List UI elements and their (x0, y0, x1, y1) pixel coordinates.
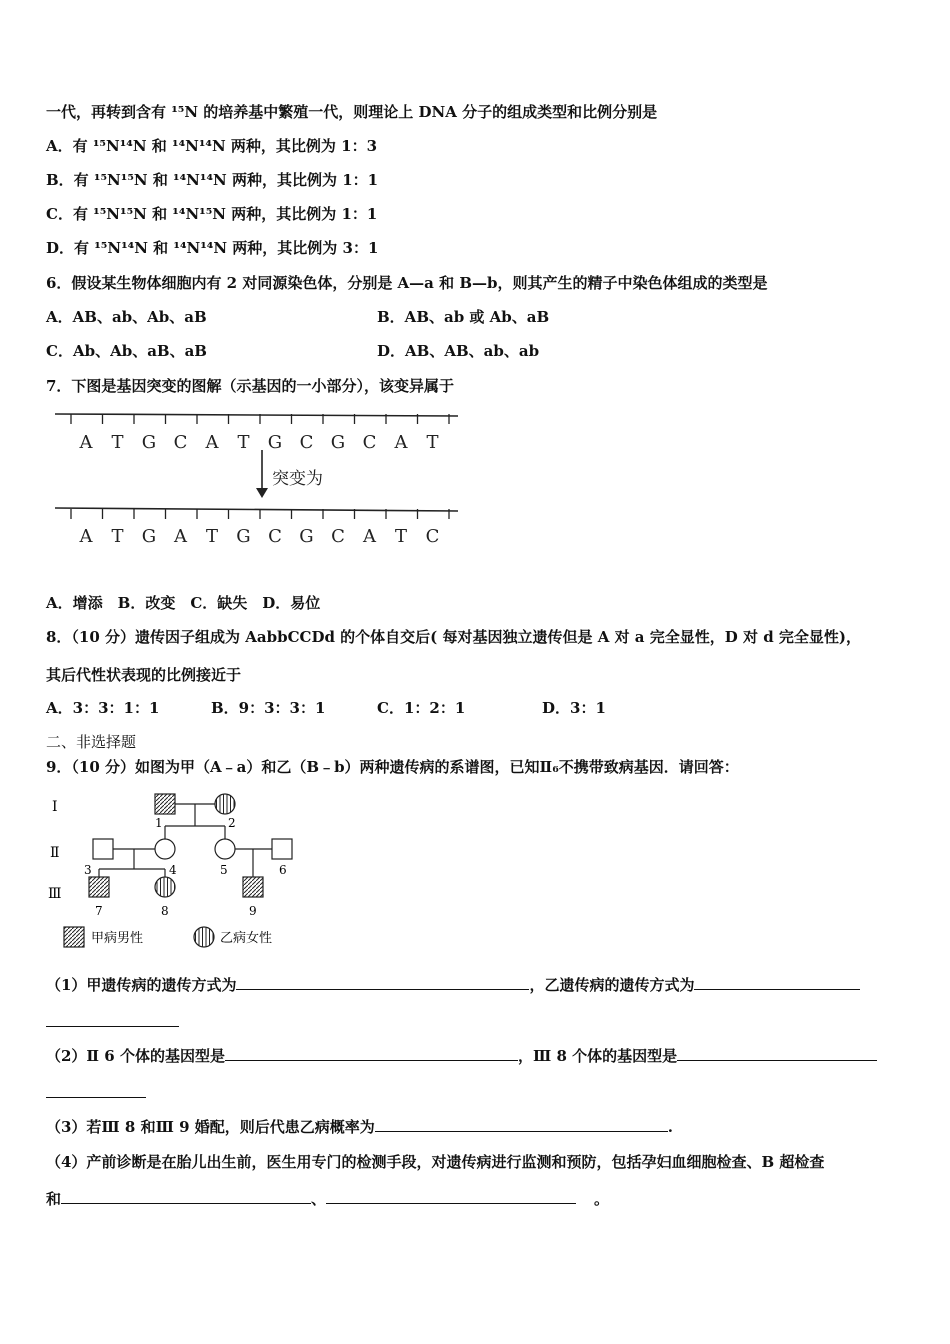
person-number-3: 3 (84, 863, 92, 877)
mutated-strand-base-9: C (331, 526, 345, 547)
mutated-strand-base-4: A (174, 526, 187, 547)
q8-stem-line1: 8．（10 分）遗传因子组成为 AabbCCDd 的个体自交后( 每对基因独立遗传但是 A 对 a 完全显性，D 对 d 完全显性)， (46, 628, 862, 646)
answer-blank-4a[interactable] (61, 1189, 311, 1204)
answer-blank-2b-cont[interactable] (46, 1083, 146, 1098)
answer-blank-1b-cont[interactable] (46, 1012, 179, 1027)
original-strand-base-12: T (426, 432, 439, 453)
mutated-strand-base-12: C (425, 526, 440, 547)
mutation-diagram (50, 402, 470, 562)
q9-sub4-end: 。 (594, 1190, 610, 1208)
q6-option-d: D．AB、AB、ab、ab (377, 342, 540, 360)
person-8-affected-female (155, 877, 175, 897)
mutated-strand-base-10: A (363, 526, 376, 547)
person-number-4: 4 (169, 863, 177, 877)
q7-options: A．增添 B．改变 C．缺失 D．易位 (46, 594, 321, 612)
person-number-1: 1 (155, 816, 163, 830)
answer-blank-2b[interactable] (677, 1046, 877, 1061)
q5-option-b: B．有 ¹⁵N¹⁵N 和 ¹⁴N¹⁴N 两种，其比例为 1：1 (46, 171, 379, 189)
person-2-affected-female (215, 794, 235, 814)
mutated-strand-base-6: G (236, 526, 251, 547)
q9-sub2-continuation (46, 1083, 146, 1103)
generation-label-3: Ⅲ (48, 886, 62, 902)
original-strand-base-4: C (173, 432, 188, 453)
q6-option-c: C．Ab、Ab、aB、aB (46, 342, 207, 360)
q9-sub4-start: 和 (46, 1190, 62, 1208)
q5-option-c: C．有 ¹⁵N¹⁵N 和 ¹⁴N¹⁵N 两种，其比例为 1：1 (46, 205, 378, 223)
person-number-8: 8 (161, 904, 169, 918)
person-9-affected-male (243, 877, 263, 897)
answer-blank-1b[interactable] (694, 975, 860, 990)
section-heading: 二、非选择题 (46, 733, 137, 751)
original-strand-base-11: A (394, 432, 408, 453)
mutated-strand-base-1: A (79, 526, 93, 547)
mutated-strand-base-5: T (205, 526, 219, 547)
q5-option-a: A．有 ¹⁵N¹⁴N 和 ¹⁴N¹⁴N 两种，其比例为 1：3 (46, 137, 378, 155)
q9-sub3-end: . (667, 1118, 673, 1136)
legend-affected-male-label: 甲病男性 (91, 931, 144, 946)
original-strand-base-8: C (299, 432, 314, 453)
answer-blank-4b[interactable] (326, 1189, 576, 1204)
person-number-5: 5 (220, 863, 228, 877)
person-3-male (93, 839, 113, 859)
original-strand-base-1: A (79, 432, 93, 453)
mutated-strand-base-3: G (141, 526, 157, 547)
mutated-strand-base-2: T (111, 526, 124, 547)
person-4-female (155, 839, 175, 859)
answer-blank-1a[interactable] (236, 975, 529, 990)
pedigree-chart (44, 785, 304, 955)
q6-option-a: A．AB、ab、Ab、aB (46, 308, 207, 326)
q9-sub4-separator: 、 (311, 1190, 327, 1208)
answer-blank-2a[interactable] (225, 1046, 518, 1061)
q9-sub1 (46, 975, 860, 995)
q9-stem: 9．（10 分）如图为甲（A﹣a）和乙（B﹣b）两种遗传病的系谱图，已知Ⅱ₆不携带致病基因．请回答： (46, 758, 739, 776)
q9-sub2 (46, 1046, 877, 1066)
q9-sub1-text: （1）甲遗传病的遗传方式为 (46, 976, 237, 994)
person-number-7: 7 (95, 904, 103, 918)
original-strand-base-5: A (205, 432, 219, 453)
generation-label-1: Ⅰ (52, 799, 58, 815)
person-6-male (272, 839, 292, 859)
q8-option-b: B．9：3：3：1 (211, 699, 326, 717)
q5-option-d: D．有 ¹⁵N¹⁴N 和 ¹⁴N¹⁴N 两种，其比例为 3：1 (46, 239, 379, 257)
person-5-female (215, 839, 235, 859)
q9-sub3-text: （3）若Ⅲ 8 和Ⅲ 9 婚配，则后代患乙病概率为 (46, 1118, 375, 1136)
original-strand-base-6: T (237, 432, 250, 453)
mutated-strand-base-7: C (268, 526, 282, 547)
q8-stem-line2: 其后代性状表现的比例接近于 (46, 666, 242, 684)
q9-sub2-text: （2）Ⅱ 6 个体的基因型是 (46, 1047, 225, 1065)
q6-option-b: B．AB、ab 或 Ab、aB (377, 308, 550, 326)
q9-sub1-continuation (46, 1012, 179, 1032)
mutated-strand-base-11: T (394, 526, 408, 547)
original-strand-base-2: T (111, 432, 124, 453)
generation-label-2: Ⅱ (50, 845, 60, 861)
legend-affected-female-label: 乙病女性 (220, 931, 273, 946)
original-strand-base-10: C (362, 432, 377, 453)
person-7-affected-male (89, 877, 109, 897)
answer-blank-3[interactable] (375, 1117, 668, 1132)
q6-stem: 6．假设某生物体细胞内有 2 对同源染色体，分别是 A—a 和 B—b，则其产生的精子中染色体组成的类型是 (46, 274, 768, 292)
person-number-6: 6 (279, 863, 287, 877)
q8-option-a: A．3：3：1：1 (46, 699, 160, 717)
person-number-9: 9 (249, 904, 257, 918)
original-strand-base-3: G (141, 432, 157, 453)
q8-option-c: C．1：2：1 (377, 699, 466, 717)
q9-sub2-mid: ，Ⅲ 8 个体的基因型是 (517, 1047, 678, 1065)
mutated-strand-base-8: G (299, 526, 314, 547)
person-1-affected-male (155, 794, 175, 814)
legend-affected-male-icon (64, 927, 84, 947)
q7-stem: 7．下图是基因突变的图解（示基因的一小部分），该变异属于 (46, 377, 454, 395)
person-number-2: 2 (228, 816, 236, 830)
q9-sub1-mid: ，乙遗传病的遗传方式为 (529, 976, 695, 994)
q9-sub4-answers (46, 1189, 609, 1209)
q8-option-d: D．3：1 (542, 699, 606, 717)
mutation-arrow-label: 突变为 (272, 469, 323, 489)
q9-sub4: （4）产前诊断是在胎儿出生前，医生用专门的检测手段，对遗传病进行监测和预防，包括孕妇血细胞检查、B 超检查 (46, 1153, 825, 1171)
q5-stem: 一代，再转到含有 ¹⁵N 的培养基中繁殖一代，则理论上 DNA 分子的组成类型和比例分别是 (46, 103, 658, 121)
legend-affected-female-icon (194, 927, 214, 947)
original-strand-base-9: G (330, 432, 346, 453)
original-strand-base-7: G (267, 432, 283, 453)
q9-sub3 (46, 1117, 673, 1137)
